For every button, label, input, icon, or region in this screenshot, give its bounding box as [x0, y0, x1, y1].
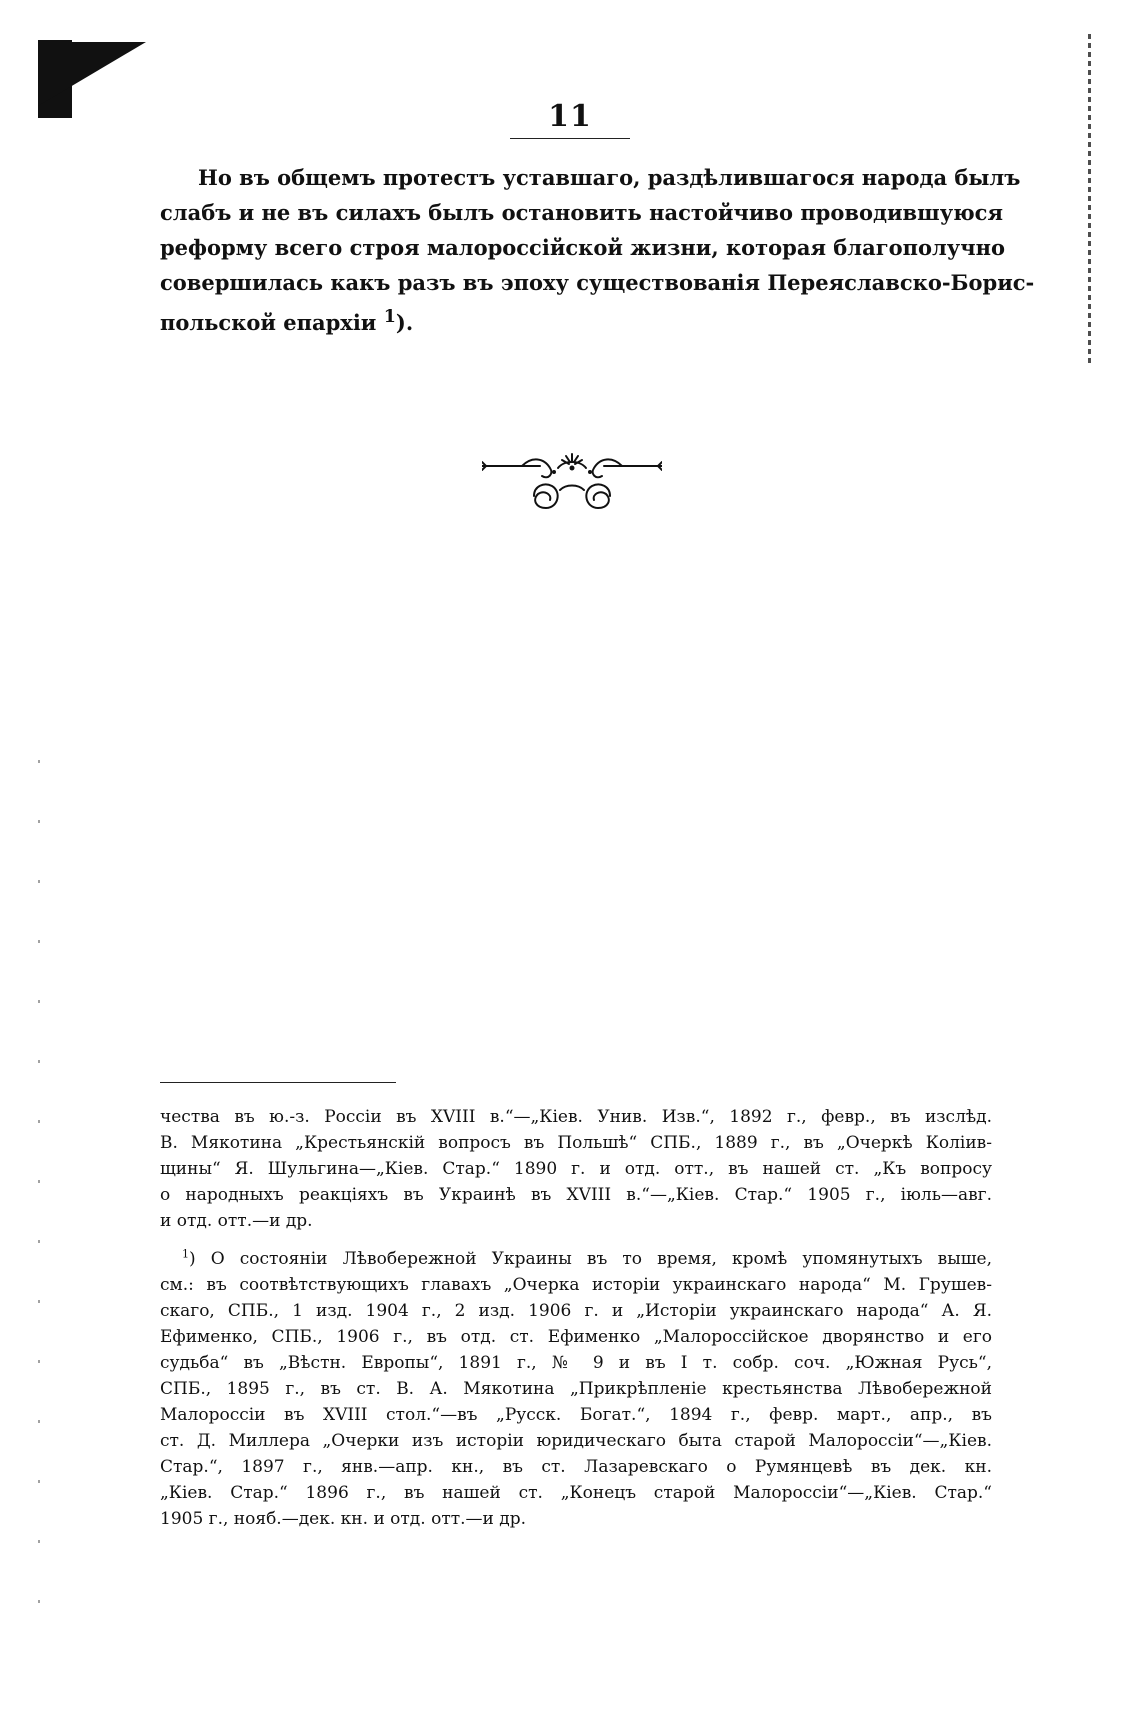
footnote-continuation-line: чества въ ю.-з. Россіи въ XVIII в.“—„Кіев. Унив. Изв.“, 1892 г., февр., въ изслѣд.: [160, 1107, 992, 1127]
footnote-line: Малороссіи въ XVIII стол.“—въ „Русск. Богат.“, 1894 г., февр. март., апр., въ: [160, 1405, 992, 1425]
footnote-reference: 1: [383, 307, 396, 327]
footnote-continuation-line: щины“ Я. Шульгина—„Кіев. Стар.“ 1890 г. и отд. отт., въ нашей ст. „Къ вопросу: [160, 1159, 992, 1179]
footnote-continuation-line: В. Мякотина „Крестьянскій вопросъ въ Польшѣ“ СПБ., 1889 г., въ „Очеркѣ Коліив-: [160, 1133, 992, 1153]
scan-corner-artifact: [38, 42, 146, 106]
footnote-continuation-line: и отд. отт.—и др.: [160, 1211, 313, 1231]
main-closing: ).: [395, 310, 414, 335]
footnote-line: Ефименко, СПБ., 1906 г., въ отд. ст. Ефименко „Малороссійское дворянство и его: [160, 1327, 992, 1347]
footnote-line: 1905 г., нояб.—дек. кн. и отд. отт.—и др.: [160, 1509, 527, 1529]
ornament-vignette-icon: [482, 450, 662, 526]
footnote-rule: [160, 1082, 396, 1083]
footnote-marker: 1: [182, 1247, 189, 1261]
footnote-line: СПБ., 1895 г., въ ст. В. А. Мякотина „Прикрѣпленіе крестьянства Лѣвобережной: [160, 1379, 992, 1399]
footnote-continuation-line: о народныхъ реакціяхъ въ Украинѣ въ XVIII в.“—„Кіев. Стар.“ 1905 г., іюль—авг.: [160, 1185, 992, 1205]
footnote-line: см.: въ соотвѣтствующихъ главахъ „Очерка исторіи украинскаго народа“ М. Грушев-: [160, 1275, 992, 1295]
page-number-rule: [510, 138, 630, 139]
footnote-line-first: [160, 1246, 992, 1272]
footnote-gap: [160, 1234, 992, 1246]
main-paragraph: [160, 160, 1035, 335]
scan-left-edge: [38, 760, 40, 1660]
main-line-text: польской епархіи: [160, 310, 384, 335]
main-line-last: [160, 300, 992, 335]
footnote-line-text: ) О состояніи Лѣвобережной Украины въ то время, кромѣ упомянутыхъ выше,: [189, 1249, 992, 1269]
page-number: 11: [548, 99, 592, 134]
main-line: совершилась какъ разъ въ эпоху существованія Переяславско-Борис-: [160, 270, 1035, 295]
footnote-line: судьба“ въ „Вѣстн. Европы“, 1891 г., № 9 и въ I т. собр. соч. „Южная Русь“,: [160, 1353, 992, 1373]
footnote-line: скаго, СПБ., 1 изд. 1904 г., 2 изд. 1906 г. и „Исторіи украинскаго народа“ А. Я.: [160, 1301, 992, 1321]
footnote-line: ст. Д. Миллера „Очерки изъ исторіи юридическаго быта старой Малороссіи“—„Кіев.: [160, 1431, 992, 1451]
main-line: реформу всего строя малороссійской жизни, которая благополучно: [160, 235, 1005, 260]
main-line: слабъ и не въ силахъ былъ остановить настойчиво проводившуюся: [160, 200, 1003, 225]
footnote-line: „Кіев. Стар.“ 1896 г., въ нашей ст. „Конецъ старой Малороссіи“—„Кіев. Стар.“: [160, 1483, 992, 1503]
footnote-line: Стар.“, 1897 г., янв.—апр. кн., въ ст. Лазаревскаго о Румянцевѣ въ дек. кн.: [160, 1457, 992, 1477]
main-line: Но въ общемъ протестъ уставшаго, раздѣлившагося народа былъ: [198, 165, 1021, 190]
scan-right-edge: [1088, 34, 1091, 364]
footnotes-block: [160, 1104, 992, 1532]
